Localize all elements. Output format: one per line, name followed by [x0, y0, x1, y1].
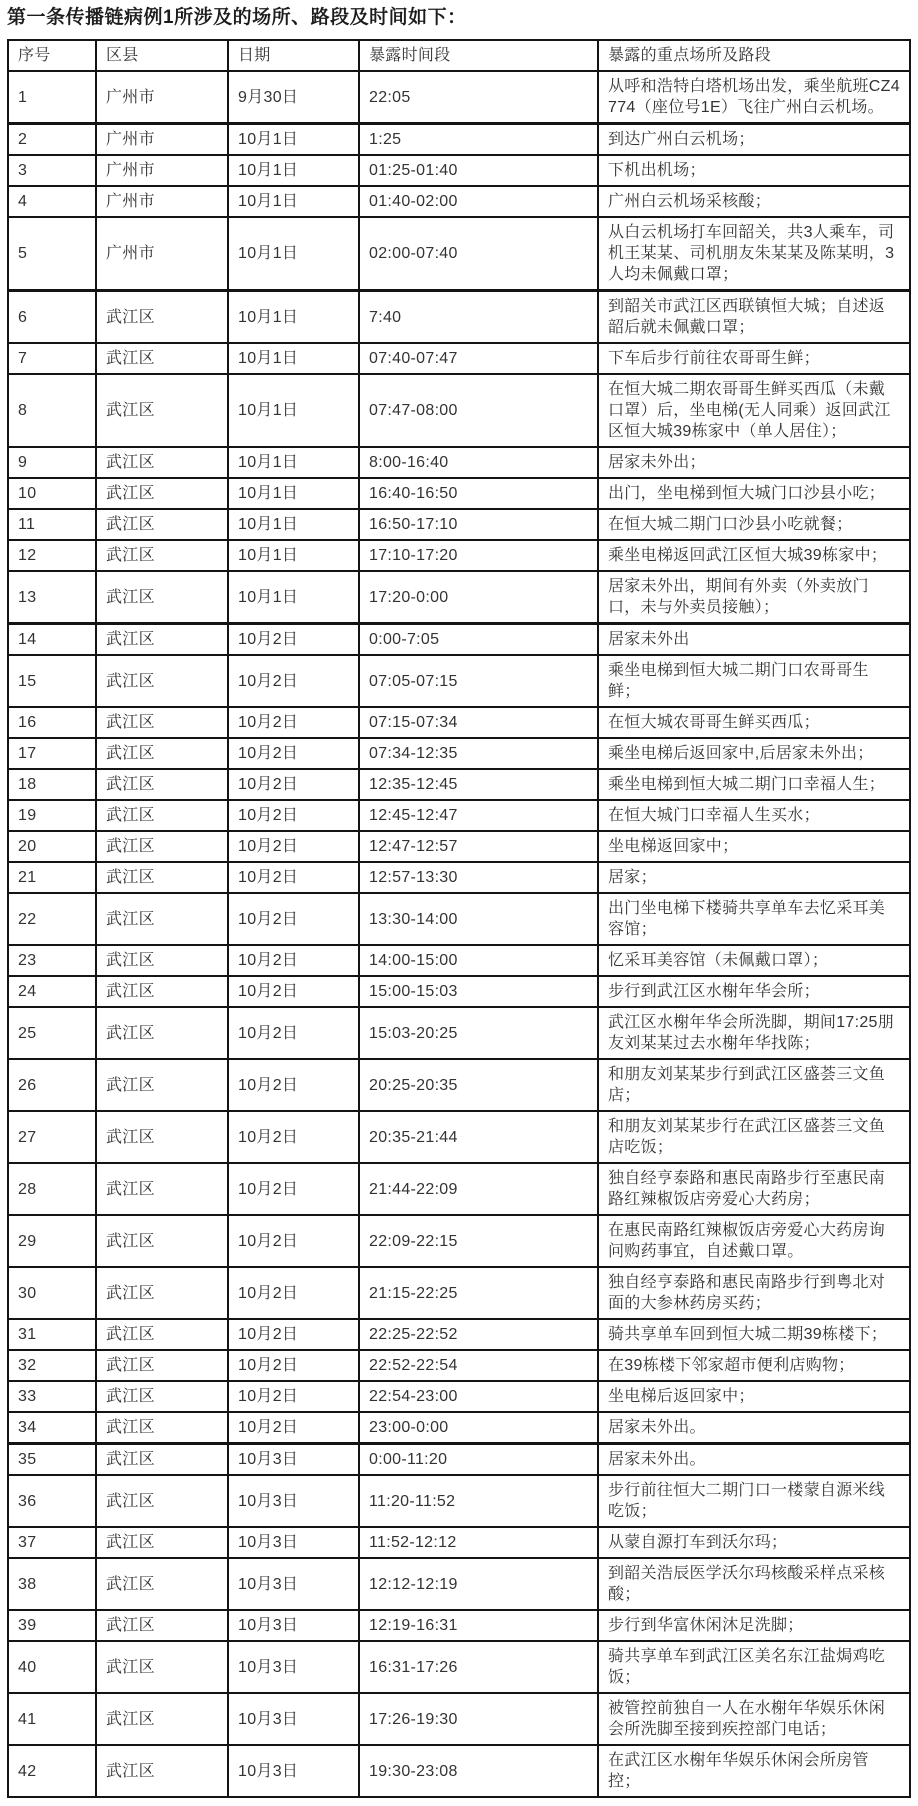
table-row — [8, 1693, 910, 1745]
cell-col-time-range: 07:40-07:47 — [359, 343, 598, 374]
cell-col-number: 22 — [8, 893, 96, 945]
cell-col-number: 24 — [8, 976, 96, 1007]
cell-col-number: 36 — [8, 1475, 96, 1527]
table-row — [8, 478, 910, 509]
cell-col-time-range: 12:57-13:30 — [359, 862, 598, 893]
cell-col-places: 居家未外出； — [598, 447, 910, 478]
cell-col-number: 9 — [8, 447, 96, 478]
cell-col-district: 武江区 — [96, 509, 228, 540]
cell-col-date: 10月3日 — [228, 1475, 359, 1527]
table-row — [8, 343, 910, 374]
cell-col-number: 6 — [8, 291, 96, 344]
cell-col-time-range: 07:15-07:34 — [359, 707, 598, 738]
cell-col-number: 27 — [8, 1111, 96, 1163]
cell-col-places: 乘坐电梯返回武江区恒大城39栋家中； — [598, 540, 910, 571]
cell-col-district: 武江区 — [96, 893, 228, 945]
table-row — [8, 1319, 910, 1350]
cell-col-number: 19 — [8, 800, 96, 831]
cell-col-number: 18 — [8, 769, 96, 800]
column-header-col-number: 序号 — [8, 40, 96, 71]
cell-col-date: 10月2日 — [228, 1319, 359, 1350]
cell-col-places: 被管控前独自一人在水榭年华娱乐休闲会所洗脚至接到疾控部门电话； — [598, 1693, 910, 1745]
column-header-col-places: 暴露的重点场所及路段 — [598, 40, 910, 71]
table-row — [8, 509, 910, 540]
cell-col-number: 28 — [8, 1163, 96, 1215]
table-row — [8, 1412, 910, 1444]
cell-col-time-range: 8:00-16:40 — [359, 447, 598, 478]
cell-col-district: 广州市 — [96, 186, 228, 217]
cell-col-district: 武江区 — [96, 1319, 228, 1350]
cell-col-district: 武江区 — [96, 1007, 228, 1059]
cell-col-time-range: 16:40-16:50 — [359, 478, 598, 509]
cell-col-time-range: 01:25-01:40 — [359, 155, 598, 186]
cell-col-places: 步行到武江区水榭年华会所； — [598, 976, 910, 1007]
table-row — [8, 1163, 910, 1215]
cell-col-time-range: 20:25-20:35 — [359, 1059, 598, 1111]
cell-col-district: 武江区 — [96, 1215, 228, 1267]
cell-col-number: 17 — [8, 738, 96, 769]
table-row — [8, 186, 910, 217]
cell-col-places: 出门，坐电梯到恒大城门口沙县小吃； — [598, 478, 910, 509]
cell-col-number: 3 — [8, 155, 96, 186]
cell-col-date: 10月2日 — [228, 1007, 359, 1059]
cell-col-places: 在惠民南路红辣椒饭店旁爱心大药房询问购药事宜，自述戴口罩。 — [598, 1215, 910, 1267]
cell-col-number: 38 — [8, 1558, 96, 1610]
cell-col-places: 步行前往恒大二期门口一楼蒙自源米线吃饭； — [598, 1475, 910, 1527]
cell-col-district: 武江区 — [96, 571, 228, 624]
cell-col-date: 10月3日 — [228, 1558, 359, 1610]
cell-col-district: 武江区 — [96, 1610, 228, 1641]
cell-col-number: 41 — [8, 1693, 96, 1745]
cell-col-district: 广州市 — [96, 217, 228, 291]
table-row — [8, 862, 910, 893]
cell-col-places: 居家未外出 — [598, 624, 910, 656]
table-row — [8, 738, 910, 769]
cell-col-date: 10月1日 — [228, 478, 359, 509]
cell-col-district: 武江区 — [96, 1558, 228, 1610]
table-row — [8, 1215, 910, 1267]
cell-col-number: 7 — [8, 343, 96, 374]
cell-col-time-range: 22:54-23:00 — [359, 1381, 598, 1412]
cell-col-time-range: 22:05 — [359, 71, 598, 124]
cell-col-district: 武江区 — [96, 1111, 228, 1163]
cell-col-time-range: 11:52-12:12 — [359, 1527, 598, 1558]
cell-col-time-range: 17:26-19:30 — [359, 1693, 598, 1745]
cell-col-district: 武江区 — [96, 769, 228, 800]
cell-col-number: 15 — [8, 655, 96, 707]
cell-col-date: 10月2日 — [228, 945, 359, 976]
table-row — [8, 1111, 910, 1163]
exposure-table — [7, 39, 911, 1798]
cell-col-places: 到达广州白云机场； — [598, 124, 910, 156]
cell-col-places: 在恒大城门口幸福人生买水； — [598, 800, 910, 831]
cell-col-district: 广州市 — [96, 71, 228, 124]
table-row — [8, 71, 910, 124]
table-row — [8, 1350, 910, 1381]
table-row — [8, 893, 910, 945]
cell-col-number: 35 — [8, 1444, 96, 1476]
cell-col-district: 武江区 — [96, 1444, 228, 1476]
table-row — [8, 374, 910, 447]
cell-col-date: 10月2日 — [228, 1215, 359, 1267]
cell-col-date: 10月2日 — [228, 707, 359, 738]
cell-col-district: 武江区 — [96, 1412, 228, 1444]
cell-col-date: 10月1日 — [228, 124, 359, 156]
cell-col-time-range: 02:00-07:40 — [359, 217, 598, 291]
cell-col-places: 骑共享单车回到恒大城二期39栋楼下； — [598, 1319, 910, 1350]
cell-col-district: 武江区 — [96, 478, 228, 509]
cell-col-time-range: 0:00-7:05 — [359, 624, 598, 656]
table-row — [8, 291, 910, 344]
cell-col-places: 从蒙自源打车到沃尔玛； — [598, 1527, 910, 1558]
cell-col-time-range: 17:20-0:00 — [359, 571, 598, 624]
table-row — [8, 1007, 910, 1059]
table-row — [8, 945, 910, 976]
cell-col-date: 10月1日 — [228, 571, 359, 624]
table-row — [8, 1745, 910, 1797]
cell-col-district: 武江区 — [96, 374, 228, 447]
table-row — [8, 1610, 910, 1641]
cell-col-date: 10月2日 — [228, 1111, 359, 1163]
cell-col-date: 9月30日 — [228, 71, 359, 124]
cell-col-places: 骑共享单车到武江区美名东江盐焗鸡吃饭； — [598, 1641, 910, 1693]
cell-col-district: 武江区 — [96, 655, 228, 707]
cell-col-date: 10月2日 — [228, 831, 359, 862]
cell-col-places: 出门坐电梯下楼骑共享单车去忆采耳美容馆； — [598, 893, 910, 945]
table-body — [8, 71, 910, 1797]
cell-col-time-range: 12:35-12:45 — [359, 769, 598, 800]
cell-col-district: 武江区 — [96, 1745, 228, 1797]
cell-col-date: 10月2日 — [228, 893, 359, 945]
cell-col-district: 武江区 — [96, 945, 228, 976]
cell-col-time-range: 22:09-22:15 — [359, 1215, 598, 1267]
cell-col-district: 武江区 — [96, 976, 228, 1007]
cell-col-places: 武江区水榭年华会所洗脚，期间17:25朋友刘某某过去水榭年华找陈； — [598, 1007, 910, 1059]
cell-col-date: 10月1日 — [228, 291, 359, 344]
cell-col-date: 10月3日 — [228, 1745, 359, 1797]
table-row — [8, 1527, 910, 1558]
cell-col-date: 10月2日 — [228, 800, 359, 831]
cell-col-date: 10月1日 — [228, 217, 359, 291]
page-title: 第一条传播链病例1所涉及的场所、路段及时间如下： — [7, 7, 467, 28]
table-row — [8, 1444, 910, 1476]
cell-col-time-range: 11:20-11:52 — [359, 1475, 598, 1527]
cell-col-number: 25 — [8, 1007, 96, 1059]
cell-col-date: 10月2日 — [228, 976, 359, 1007]
cell-col-places: 乘坐电梯后返回家中,后居家未外出； — [598, 738, 910, 769]
cell-col-places: 坐电梯后返回家中； — [598, 1381, 910, 1412]
cell-col-time-range: 07:47-08:00 — [359, 374, 598, 447]
cell-col-date: 10月2日 — [228, 1163, 359, 1215]
column-header-col-time-range: 暴露时间段 — [359, 40, 598, 71]
cell-col-number: 31 — [8, 1319, 96, 1350]
table-row — [8, 217, 910, 291]
cell-col-date: 10月1日 — [228, 540, 359, 571]
table-row — [8, 1059, 910, 1111]
cell-col-district: 武江区 — [96, 800, 228, 831]
cell-col-date: 10月3日 — [228, 1527, 359, 1558]
cell-col-number: 20 — [8, 831, 96, 862]
table-row — [8, 124, 910, 156]
cell-col-time-range: 01:40-02:00 — [359, 186, 598, 217]
cell-col-time-range: 20:35-21:44 — [359, 1111, 598, 1163]
cell-col-time-range: 17:10-17:20 — [359, 540, 598, 571]
cell-col-time-range: 7:40 — [359, 291, 598, 344]
cell-col-date: 10月2日 — [228, 769, 359, 800]
cell-col-time-range: 12:47-12:57 — [359, 831, 598, 862]
cell-col-number: 42 — [8, 1745, 96, 1797]
cell-col-district: 广州市 — [96, 124, 228, 156]
cell-col-places: 在恒大城二期农哥哥生鲜买西瓜（未戴口罩）后，坐电梯(无人同乘）返回武江区恒大城39栋家中（单人居住）； — [598, 374, 910, 447]
cell-col-district: 武江区 — [96, 831, 228, 862]
cell-col-time-range: 12:19-16:31 — [359, 1610, 598, 1641]
cell-col-places: 居家未外出。 — [598, 1444, 910, 1476]
cell-col-places: 忆采耳美容馆（未佩戴口罩）； — [598, 945, 910, 976]
cell-col-places: 广州白云机场采核酸； — [598, 186, 910, 217]
cell-col-district: 武江区 — [96, 1267, 228, 1319]
cell-col-date: 10月2日 — [228, 1350, 359, 1381]
cell-col-time-range: 15:03-20:25 — [359, 1007, 598, 1059]
cell-col-number: 30 — [8, 1267, 96, 1319]
cell-col-district: 广州市 — [96, 155, 228, 186]
cell-col-district: 武江区 — [96, 447, 228, 478]
cell-col-date: 10月2日 — [228, 1059, 359, 1111]
cell-col-places: 从白云机场打车回韶关，共3人乘车，司机王某某、司机朋友朱某某及陈某明，3人均未佩戴口罩； — [598, 217, 910, 291]
cell-col-time-range: 1:25 — [359, 124, 598, 156]
cell-col-date: 10月3日 — [228, 1444, 359, 1476]
cell-col-number: 13 — [8, 571, 96, 624]
cell-col-places: 在恒大城农哥哥生鲜买西瓜； — [598, 707, 910, 738]
cell-col-district: 武江区 — [96, 707, 228, 738]
cell-col-time-range: 12:12-12:19 — [359, 1558, 598, 1610]
column-header-col-district: 区县 — [96, 40, 228, 71]
cell-col-places: 居家； — [598, 862, 910, 893]
cell-col-number: 21 — [8, 862, 96, 893]
table-row — [8, 831, 910, 862]
cell-col-number: 12 — [8, 540, 96, 571]
cell-col-number: 2 — [8, 124, 96, 156]
table-row — [8, 769, 910, 800]
cell-col-places: 下机出机场； — [598, 155, 910, 186]
cell-col-places: 乘坐电梯到恒大城二期门口幸福人生； — [598, 769, 910, 800]
cell-col-number: 37 — [8, 1527, 96, 1558]
cell-col-number: 5 — [8, 217, 96, 291]
cell-col-number: 40 — [8, 1641, 96, 1693]
cell-col-places: 居家未外出，期间有外卖（外卖放门口，未与外卖员接触）； — [598, 571, 910, 624]
cell-col-date: 10月3日 — [228, 1641, 359, 1693]
table-row — [8, 976, 910, 1007]
cell-col-number: 16 — [8, 707, 96, 738]
cell-col-district: 武江区 — [96, 1350, 228, 1381]
cell-col-places: 在恒大城二期门口沙县小吃就餐； — [598, 509, 910, 540]
cell-col-district: 武江区 — [96, 1059, 228, 1111]
cell-col-date: 10月2日 — [228, 862, 359, 893]
table-row — [8, 1475, 910, 1527]
cell-col-time-range: 07:34-12:35 — [359, 738, 598, 769]
cell-col-district: 武江区 — [96, 540, 228, 571]
cell-col-number: 26 — [8, 1059, 96, 1111]
cell-col-date: 10月2日 — [228, 1267, 359, 1319]
table-row — [8, 1641, 910, 1693]
column-header-col-date: 日期 — [228, 40, 359, 71]
cell-col-time-range: 15:00-15:03 — [359, 976, 598, 1007]
cell-col-places: 在武江区水榭年华娱乐休闲会所房管控； — [598, 1745, 910, 1797]
cell-col-time-range: 07:05-07:15 — [359, 655, 598, 707]
cell-col-number: 4 — [8, 186, 96, 217]
cell-col-district: 武江区 — [96, 862, 228, 893]
cell-col-number: 14 — [8, 624, 96, 656]
table-row — [8, 707, 910, 738]
cell-col-date: 10月1日 — [228, 374, 359, 447]
cell-col-time-range: 19:30-23:08 — [359, 1745, 598, 1797]
cell-col-district: 武江区 — [96, 291, 228, 344]
cell-col-date: 10月2日 — [228, 624, 359, 656]
cell-col-time-range: 22:25-22:52 — [359, 1319, 598, 1350]
cell-col-time-range: 16:50-17:10 — [359, 509, 598, 540]
cell-col-date: 10月1日 — [228, 155, 359, 186]
table-row — [8, 624, 910, 656]
cell-col-district: 武江区 — [96, 1163, 228, 1215]
cell-col-number: 34 — [8, 1412, 96, 1444]
cell-col-time-range: 13:30-14:00 — [359, 893, 598, 945]
cell-col-date: 10月2日 — [228, 1412, 359, 1444]
cell-col-places: 步行到华富休闲沐足洗脚； — [598, 1610, 910, 1641]
cell-col-places: 坐电梯返回家中； — [598, 831, 910, 862]
table-row — [8, 1267, 910, 1319]
cell-col-places: 在39栋楼下邻家超市便利店购物； — [598, 1350, 910, 1381]
cell-col-district: 武江区 — [96, 1641, 228, 1693]
cell-col-time-range: 22:52-22:54 — [359, 1350, 598, 1381]
cell-col-places: 独自经亨泰路和惠民南路步行到粤北对面的大参林药房买药； — [598, 1267, 910, 1319]
cell-col-places: 到韶关市武江区西联镇恒大城；自述返韶后就未佩戴口罩； — [598, 291, 910, 344]
table-row — [8, 447, 910, 478]
cell-col-time-range: 16:31-17:26 — [359, 1641, 598, 1693]
cell-col-places: 下车后步行前往农哥哥生鲜； — [598, 343, 910, 374]
cell-col-district: 武江区 — [96, 624, 228, 656]
cell-col-places: 到韶关浩辰医学沃尔玛核酸采样点采核酸； — [598, 1558, 910, 1610]
table-row — [8, 800, 910, 831]
cell-col-number: 1 — [8, 71, 96, 124]
cell-col-date: 10月2日 — [228, 738, 359, 769]
cell-col-date: 10月3日 — [228, 1610, 359, 1641]
cell-col-places: 和朋友刘某某步行到武江区盛荟三文鱼店； — [598, 1059, 910, 1111]
cell-col-district: 武江区 — [96, 343, 228, 374]
table-row — [8, 1381, 910, 1412]
table-header-row — [8, 40, 910, 71]
cell-col-district: 武江区 — [96, 1693, 228, 1745]
table-head — [8, 40, 910, 71]
cell-col-places: 和朋友刘某某步行在武江区盛荟三文鱼店吃饭； — [598, 1111, 910, 1163]
table-row — [8, 540, 910, 571]
cell-col-time-range: 0:00-11:20 — [359, 1444, 598, 1476]
table-row — [8, 571, 910, 624]
cell-col-number: 8 — [8, 374, 96, 447]
cell-col-places: 独自经亨泰路和惠民南路步行至惠民南路红辣椒饭店旁爱心大药房； — [598, 1163, 910, 1215]
cell-col-number: 29 — [8, 1215, 96, 1267]
cell-col-places: 从呼和浩特白塔机场出发，乘坐航班CZ4774（座位号1E）飞往广州白云机场。 — [598, 71, 910, 124]
cell-col-date: 10月2日 — [228, 655, 359, 707]
table-row — [8, 155, 910, 186]
cell-col-number: 11 — [8, 509, 96, 540]
cell-col-date: 10月1日 — [228, 509, 359, 540]
cell-col-number: 33 — [8, 1381, 96, 1412]
cell-col-time-range: 23:00-0:00 — [359, 1412, 598, 1444]
cell-col-date: 10月1日 — [228, 447, 359, 478]
cell-col-number: 32 — [8, 1350, 96, 1381]
cell-col-district: 武江区 — [96, 1475, 228, 1527]
cell-col-district: 武江区 — [96, 1381, 228, 1412]
cell-col-time-range: 21:44-22:09 — [359, 1163, 598, 1215]
table-row — [8, 1558, 910, 1610]
cell-col-time-range: 12:45-12:47 — [359, 800, 598, 831]
cell-col-date: 10月2日 — [228, 1381, 359, 1412]
cell-col-time-range: 14:00-15:00 — [359, 945, 598, 976]
cell-col-date: 10月1日 — [228, 186, 359, 217]
cell-col-number: 39 — [8, 1610, 96, 1641]
cell-col-places: 居家未外出。 — [598, 1412, 910, 1444]
cell-col-district: 武江区 — [96, 738, 228, 769]
cell-col-date: 10月1日 — [228, 343, 359, 374]
cell-col-number: 23 — [8, 945, 96, 976]
cell-col-number: 10 — [8, 478, 96, 509]
cell-col-district: 武江区 — [96, 1527, 228, 1558]
cell-col-date: 10月3日 — [228, 1693, 359, 1745]
cell-col-places: 乘坐电梯到恒大城二期门口农哥哥生鲜； — [598, 655, 910, 707]
table-row — [8, 655, 910, 707]
cell-col-time-range: 21:15-22:25 — [359, 1267, 598, 1319]
